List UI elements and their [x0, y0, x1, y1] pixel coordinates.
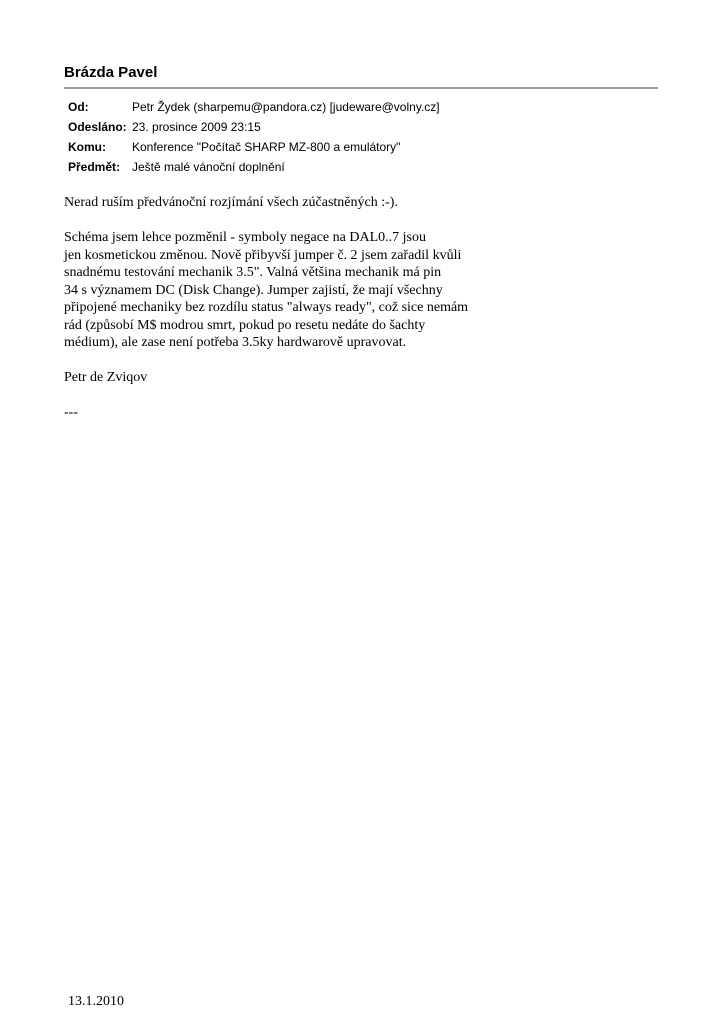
- signature: Petr de Zviqov: [64, 370, 148, 385]
- from-label: Od:: [68, 100, 89, 114]
- message-line: připojené mechaniky bez rozdílu status "always ready", což sice nemám: [64, 300, 469, 315]
- message-line: snadnému testování mechanik 3.5". Valná většina mechanik má pin: [64, 265, 442, 280]
- subject-row: [68, 157, 440, 177]
- to-row: [68, 137, 440, 157]
- message-body: [64, 194, 624, 404]
- from-value: Petr Žydek (sharpemu@pandora.cz) [judeware@volny.cz]: [132, 100, 440, 114]
- sender-name: Brázda Pavel: [64, 64, 158, 81]
- header-divider: [64, 87, 658, 89]
- from-row: [68, 97, 440, 117]
- message-paragraph-main: [64, 229, 624, 352]
- subject-label: Předmět:: [68, 160, 121, 174]
- message-line: Schéma jsem lehce pozměnil - symboly negace na DAL0..7 jsou: [64, 230, 426, 245]
- email-metadata: [68, 97, 440, 177]
- sent-row: [68, 117, 440, 137]
- message-paragraph-intro: Nerad ruším předvánoční rozjímání všech zúčastněných :-).: [64, 195, 398, 210]
- to-value: Konference "Počítač SHARP MZ-800 a emulátory": [132, 140, 401, 154]
- to-label: Komu:: [68, 140, 106, 154]
- sent-label: Odesláno:: [68, 120, 127, 134]
- message-line: 34 s významem DC (Disk Change). Jumper zajistí, že mají všechny: [64, 282, 443, 298]
- print-date: 13.1.2010: [68, 994, 124, 1009]
- sent-value: 23. prosince 2009 23:15: [132, 120, 261, 134]
- signature-separator: ---: [64, 405, 78, 420]
- message-line: jen kosmetickou změnou. Nově přibyvší jumper č. 2 jsem zařadil kvůli: [64, 247, 462, 263]
- message-line: médium), ale zase není potřeba 3.5ky hardwarově upravovat.: [64, 335, 407, 350]
- message-line: rád (způsobí M$ modrou smrt, pokud po resetu nedáte do šachty: [64, 317, 426, 333]
- subject-value: Ještě malé vánoční doplnění: [132, 160, 285, 174]
